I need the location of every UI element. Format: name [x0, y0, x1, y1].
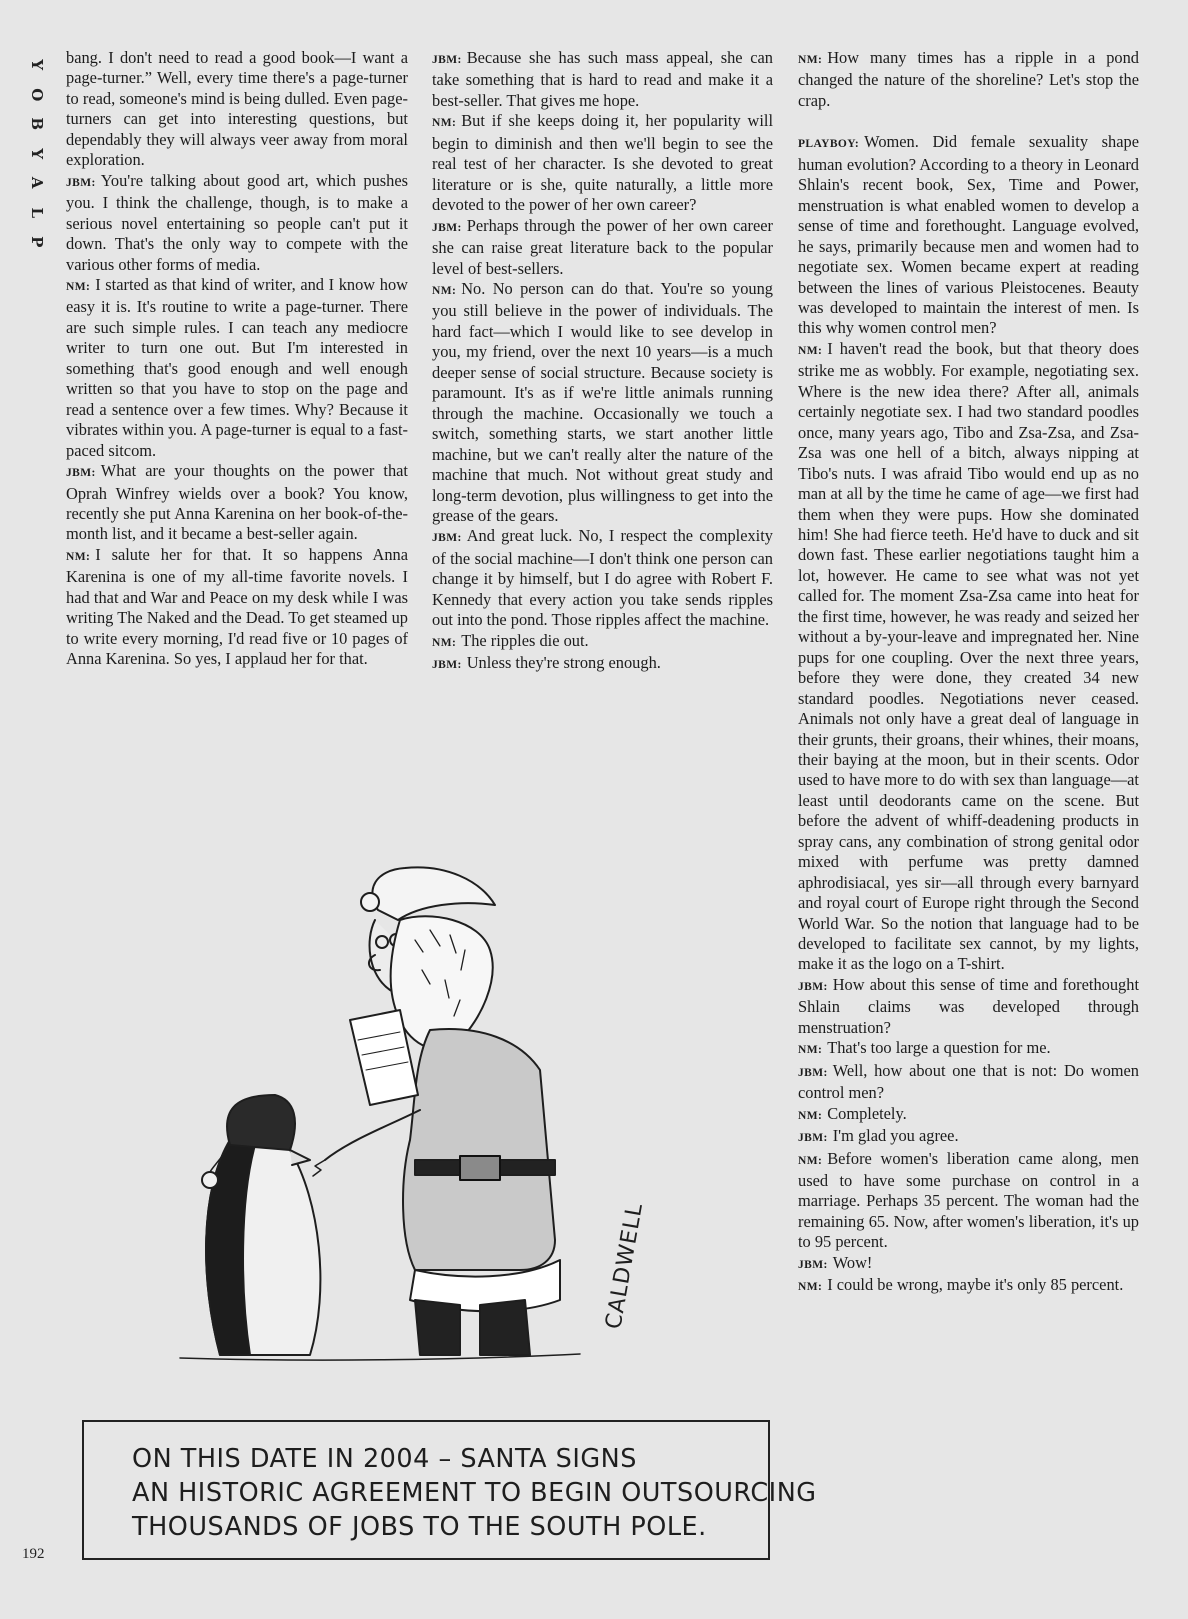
interview-paragraph — [798, 975, 1139, 1038]
paragraph-text: I'm glad you agree. — [832, 1126, 959, 1146]
santa-boot-right — [480, 1300, 530, 1355]
interview-paragraph — [432, 631, 773, 653]
speaker-label: NM: — [798, 1281, 823, 1294]
speaker-label: NM: — [66, 280, 91, 293]
logo-letter: B — [27, 117, 46, 131]
interview-paragraph — [798, 1253, 1139, 1275]
paragraph-text: Wow! — [832, 1252, 873, 1272]
text-column-2 — [432, 48, 773, 676]
logo-letter: P — [27, 236, 46, 248]
paragraph-text: Because she has such mass appeal, she can take something that is hard to read and make it a best-seller. That gives me hope. — [432, 48, 773, 110]
caption-line-2: AN HISTORIC AGREEMENT TO BEGIN OUTSOURCING — [132, 1478, 817, 1508]
paragraph-text: Before women's liberation came along, men used to have some purchase on control in a marriage. Perhaps 35 percent. The woman had the remaining 65. Now, after women's liberation, it's up to 95 percent. — [798, 1148, 1139, 1252]
speaker-label: JBM: — [798, 1132, 828, 1145]
logo-letter: Y — [27, 59, 46, 71]
logo-letter: O — [27, 87, 46, 101]
speaker-label: NM: — [798, 1044, 823, 1057]
speaker-label: NM: — [432, 117, 457, 130]
penguin-beak — [290, 1150, 310, 1165]
interview-paragraph — [432, 48, 773, 111]
paragraph-text: What are your thoughts on the power that Oprah Winfrey wields over a book? You know, recently she put Anna Karenina on her book-of-the-month list, and it became a best-seller again. — [66, 461, 408, 544]
paragraph-gap — [798, 111, 1139, 132]
speaker-label: NM: — [798, 1154, 823, 1167]
speaker-label: JBM: — [798, 1258, 828, 1271]
paragraph-text: I could be wrong, maybe it's only 85 percent. — [827, 1275, 1124, 1295]
speaker-label: JBM: — [66, 176, 96, 189]
interview-paragraph — [798, 1061, 1139, 1104]
interview-paragraph — [432, 526, 773, 630]
paragraph-text: I started as that kind of writer, and I know how easy it is. It's routine to write a page-turner. There are such simple rules. I can teach any mediocre writer to turn one out. But I'm interested in something that's good enough and well enough written so that you have to stop on the page and read a sentence over a few times. Why? Because it vibrates within you. A page-turner is equal to a fast-paced sitcom. — [66, 274, 408, 460]
interview-paragraph — [432, 216, 773, 279]
interview-paragraph — [66, 461, 408, 545]
paragraph-text: bang. I don't need to read a good book—I want a page-turner.” Well, every time there's a page-turner to read, someone's mind is being dulled. Even page-turners can get into interesting questions, but dependably they will always veer away from moral exploration. — [66, 48, 408, 170]
speaker-label: PLAYBOY: — [798, 138, 860, 151]
interview-paragraph — [798, 1104, 1139, 1126]
speaker-label: NM: — [432, 284, 457, 297]
hat-pompom — [361, 893, 379, 911]
speaker-label: NM: — [432, 636, 457, 649]
santa-boot-left — [415, 1300, 460, 1355]
paragraph-text: I salute her for that. It so happens Anna Karenina is one of my all-time favorite novels. I had that and War and Peace on my desk while I was writing The Naked and the Dead. To get steamed up to write every morning, I'd read five or 10 pages of Anna Karenina. So yes, I applaud her for that. — [66, 544, 408, 669]
paragraph-text: Unless they're strong enough. — [466, 653, 661, 673]
interview-paragraph — [66, 48, 408, 171]
santa-arm — [325, 1110, 420, 1160]
santa-hat — [372, 867, 495, 920]
caption-line-1: ON THIS DATE IN 2004 – SANTA SIGNS — [132, 1444, 637, 1474]
paragraph-text: And great luck. No, I respect the complexity of the social machine—I don't think one person can change it by himself, but I do agree with Robert F. Kennedy that every action you take sends ripples out into the pond. Those ripples affect the machine. — [432, 526, 773, 630]
paragraph-text: But if she keeps doing it, her popularity will begin to diminish and then we'll begin to see the real test of her character. Is she devoted to great literature or is she, quite naturally, a little more devoted to the power of her own career? — [432, 111, 773, 215]
cartoon-illustration — [160, 860, 720, 1380]
speaker-label: JBM: — [432, 659, 462, 672]
interview-paragraph — [432, 111, 773, 215]
speaker-label: NM: — [66, 550, 91, 563]
paragraph-text: Perhaps through the power of her own career she can raise great literature back to the popular level of best-sellers. — [432, 215, 773, 278]
magazine-logo — [22, 50, 50, 257]
interview-paragraph — [432, 653, 773, 675]
interview-paragraph — [798, 1149, 1139, 1253]
interview-paragraph — [798, 132, 1139, 339]
paragraph-text: You're talking about good art, which pushes you. I think the challenge, though, is to make a serious novel entertaining so people can't put it down. That's the only way to compete with the various other forms of media. — [66, 170, 408, 274]
hat-bell — [202, 1172, 218, 1188]
interview-paragraph — [66, 545, 408, 670]
speaker-label: JBM: — [432, 532, 462, 545]
column-3-opening — [798, 48, 1139, 111]
interview-paragraph — [798, 1275, 1139, 1297]
interview-paragraph — [66, 275, 408, 461]
speaker-label: JBM: — [798, 980, 828, 993]
paragraph-text: That's too large a question for me. — [827, 1038, 1051, 1058]
interview-paragraph — [66, 171, 408, 275]
logo-letter: L — [27, 206, 46, 218]
interview-paragraph — [798, 1038, 1139, 1060]
paragraph-text: Women. Did female sexuality shape human evolution? According to a theory in Leonard Shlain's recent book, Sex, Time and Power, menstruation is what enabled women to develop a sense of time and forethought. Language evolved, he says, primarily because men and women had to negotiate sex. Women became expert at reading between the lines of various Pleistocenes. Beauty was developed to maintain the interest of men. Is this why women control men? — [798, 132, 1139, 338]
speaker-label: JBM: — [798, 1066, 828, 1079]
logo-letter: Y — [27, 147, 46, 159]
speaker-label: NM: — [798, 1109, 823, 1122]
logo-letter: A — [27, 176, 46, 189]
page-number: 192 — [22, 1546, 45, 1562]
paragraph-text: No. No person can do that. You're so young you still believe in the power of individuals. The hard fact—which I would like to see develop in you, my friend, over the next 10 years—is a much deeper sense of social structure. Because society is paramount. It's as if we're little animals running through the machine. Occasionally we touch a switch, something starts, we start another little machine, but we can't really alter the nature of the machine that much. Not without great study and long-term devotion, plus willingness to get into the grease of the gears. — [432, 278, 773, 525]
penguin-elf-hat — [227, 1095, 295, 1150]
interview-paragraph — [798, 339, 1139, 975]
paragraph-text: How about this sense of time and forethought Shlain claims was developed through menstruation? — [798, 974, 1139, 1037]
cartoon-signature: CALDWELL — [601, 1200, 649, 1332]
paragraph-text: Well, how about one that is not: Do women control men? — [798, 1060, 1139, 1103]
paragraph-text: Completely. — [827, 1103, 907, 1123]
speaker-label: NM: — [798, 54, 823, 66]
interview-paragraph — [432, 279, 773, 526]
speaker-label: NM: — [798, 344, 823, 357]
interview-paragraph — [798, 48, 1139, 111]
santa-coat — [403, 1029, 555, 1270]
speaker-label: JBM: — [66, 467, 96, 480]
text-column-3 — [798, 48, 1139, 1298]
column-3-body — [798, 132, 1139, 1297]
text-column-1 — [66, 48, 408, 670]
interview-paragraph — [798, 1126, 1139, 1148]
caption-line-3: THOUSANDS OF JOBS TO THE SOUTH POLE. — [132, 1512, 707, 1542]
paragraph-text: I haven't read the book, but that theory does strike me as wobbly. For example, negotiating sex. Where is the new idea there? After all, animals certainly negotiate sex. I had two standard poodles once, many years ago, Tibo and Zsa-Zsa, and Zsa-Zsa was one hell of a bitch, always nipping at Tibo's nuts. I was afraid Tibo would end up as no man at all by the time he came of age—we first had them when they were pups. How she dominated him! She had fierce teeth. He'd have to duck and sit down fast. These earlier negotiations taught him a lot, however. He came to see what was not yet called for. The moment Zsa-Zsa came into heat for the first time, however, he was ready and seized her without a by-your-leave and impregnated her. Nine pups for one coupling. Over the next three years, before they were done, they created 34 new standard poodles. Negotiations never ceased. Animals not only have a great deal of language in their grunts, their groans, their whines, their moans, their baying at the moon, but in their scents. Odor used to have more to do with sex than language—at least until deodorants came on the scene. But before the advent of whiff-deadening products in spray cans, any combination of strong genital odor mixed with perfume was pretty damned aphrodisiacal, yes sir—all through every barnyard and royal court of Europe right through the Second World War. So the notion that language had to be developed to facilitate sex cannot, by my lights, make it as the logo on a T-shirt. — [798, 338, 1139, 974]
belt-buckle — [460, 1156, 500, 1180]
paragraph-text: How many times has a ripple in a pond changed the nature of the shoreline? Let's stop the crap. — [798, 48, 1139, 110]
speaker-label: JBM: — [432, 221, 462, 234]
cartoon-caption-box — [82, 1420, 817, 1560]
paragraph-text: The ripples die out. — [461, 630, 589, 650]
speaker-label: JBM: — [432, 54, 462, 66]
